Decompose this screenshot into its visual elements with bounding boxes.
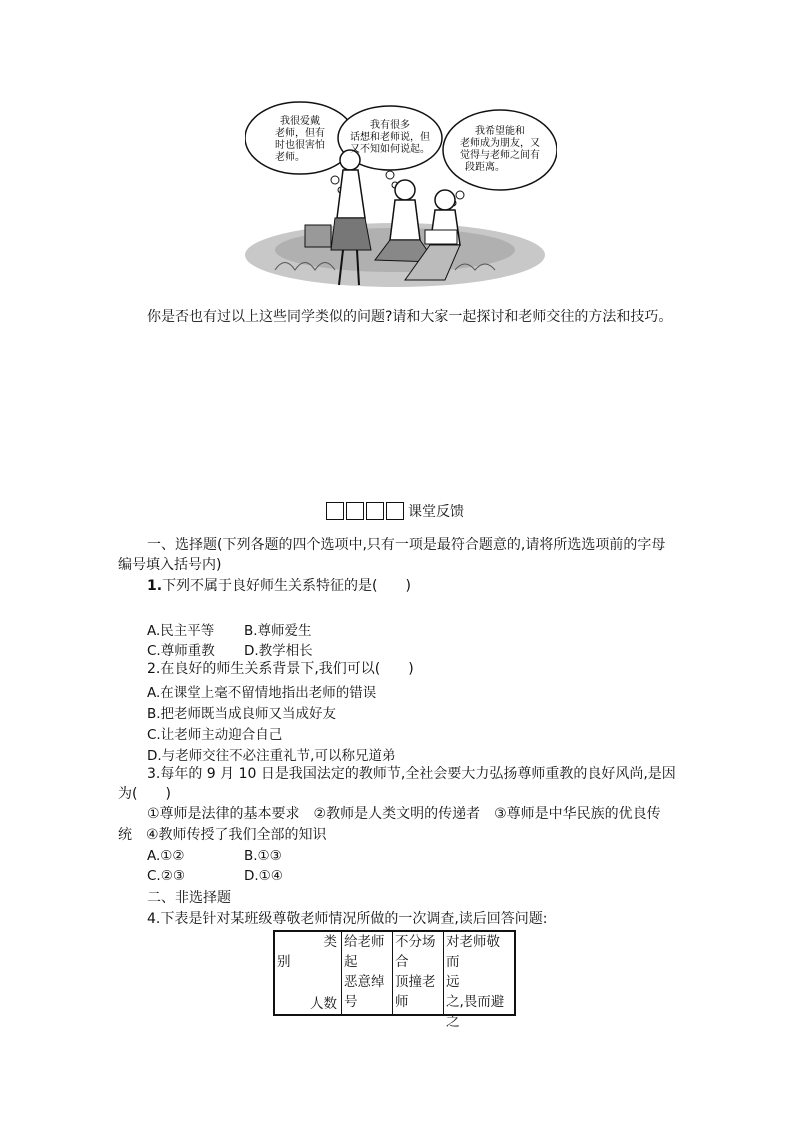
bubble3-line: 老师成为朋友，又 xyxy=(460,138,540,149)
header-diagonal-cell xyxy=(274,931,342,1015)
q3-stem: 3.每年的 9 月 10 日是我国法定的教师节,全社会要大力弘扬尊师重教的良好风尚,是因 xyxy=(147,766,676,782)
bubble3-line: 段距离。 xyxy=(465,162,505,173)
bubble1-line: 老师。 xyxy=(275,152,305,163)
bubble3-line: 我希望能和 xyxy=(475,126,525,137)
q2-option-d: D.与老师交往不必注重礼节,可以称兄道弟 xyxy=(147,748,396,764)
part1-instruction-cont: 编号填入括号内) xyxy=(118,557,222,573)
header-text: 号 xyxy=(344,994,358,1010)
bubble2-line: 又不知如何说起。 xyxy=(350,144,430,155)
header-text: 不分场 xyxy=(395,934,436,950)
q3-statements: ①尊师是法律的基本要求 ②教师是人类文明的传递者 ③尊师是中华民族的优良传 xyxy=(147,806,661,822)
q3-option-b: B.①③ xyxy=(244,848,282,864)
q2-option-c: C.让老师主动迎合自己 xyxy=(147,727,283,743)
header-text: 之,畏而避 xyxy=(446,994,505,1010)
q1-stem-text: 下列不属于良好师生关系特征的是( ) xyxy=(162,578,411,594)
q1-option-d: D.教学相长 xyxy=(244,643,313,659)
bubble1-line: 老师，但有 xyxy=(275,128,325,139)
q3-option-c: C.②③ xyxy=(147,868,185,884)
header-text: 之 xyxy=(446,1014,460,1030)
q4-stem: 4.下表是针对某班级尊敬老师情况所做的一次调查,读后回答问题: xyxy=(147,911,548,927)
decor-box xyxy=(386,502,404,520)
bubble1-line: 我很爱戴 xyxy=(280,116,320,127)
header-text: 师 xyxy=(395,994,409,1010)
q3-statements-cont: 统 ④教师传授了我们全部的知识 xyxy=(118,827,327,843)
q2-option-b: B.把老师既当成良师又当成好友 xyxy=(147,706,337,722)
bubble2-line: 我有很多 xyxy=(370,120,410,131)
section-heading xyxy=(326,500,464,522)
header-text: 恶意绰 xyxy=(344,974,385,990)
survey-table xyxy=(273,930,516,1030)
q1-option-a: A.民主平等 xyxy=(147,623,215,639)
q2-option-a: A.在课堂上毫不留情地指出老师的错误 xyxy=(147,685,377,701)
header-text: 远 xyxy=(446,974,460,990)
header-text: 起 xyxy=(344,954,358,970)
bubble1-line: 时也很害怕 xyxy=(275,140,325,151)
part1-instruction: 一、选择题(下列各题的四个选项中,只有一项是最符合题意的,请将所选选项前的字母 xyxy=(147,537,666,553)
header-text: 对老师敬而 xyxy=(446,934,500,970)
header-text: 顶撞老 xyxy=(395,974,436,990)
table-row xyxy=(274,931,515,1015)
cartoon-illustration xyxy=(245,100,557,295)
header-category-label-cont: 别 xyxy=(277,954,291,970)
q1-stem xyxy=(147,576,411,596)
header-category-label: 类 xyxy=(323,934,337,950)
header-count-label: 人数 xyxy=(310,996,337,1012)
header-col-talkback xyxy=(393,931,444,1015)
decor-box xyxy=(326,502,344,520)
header-col-nickname xyxy=(342,931,393,1015)
q3-stem-cont: 为( ) xyxy=(118,786,171,802)
q1-number: 1. xyxy=(147,578,163,594)
section-label: 课堂反馈 xyxy=(408,504,464,520)
illustration-caption: 你是否也有过以上这些同学类似的问题?请和大家一起探讨和老师交往的方法和技巧。 xyxy=(147,309,673,325)
bubble3-line: 觉得与老师之间有 xyxy=(460,150,540,161)
header-text: 给老师 xyxy=(344,934,385,950)
q3-option-d: D.①④ xyxy=(244,868,283,884)
decor-box xyxy=(346,502,364,520)
q1-option-c: C.尊师重教 xyxy=(147,643,215,659)
part2-heading: 二、非选择题 xyxy=(147,890,231,906)
decor-box xyxy=(366,502,384,520)
q2-stem: 2.在良好的师生关系背景下,我们可以( ) xyxy=(147,661,414,677)
header-text: 合 xyxy=(395,954,409,970)
q3-option-a: A.①② xyxy=(147,848,185,864)
q1-option-b: B.尊师爱生 xyxy=(244,623,312,639)
bubble2-line: 话想和老师说，但 xyxy=(350,132,430,143)
header-col-avoid xyxy=(444,931,516,1030)
